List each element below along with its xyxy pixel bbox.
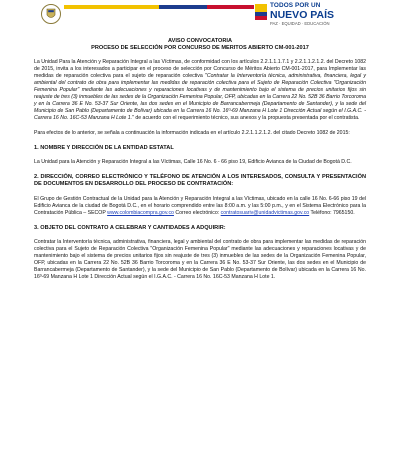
coat-of-arms-icon bbox=[40, 3, 62, 25]
reference-paragraph: Para efectos de lo anterior, se señala a continuación la información indicada en el artículo 2.2.1.1.2.1.2. del citado Decreto 1082 de 2015: bbox=[34, 130, 350, 136]
section-2-heading: 2. DIRECCIÓN, CORREO ELECTRÓNICO Y TELÉFONO DE ATENCIÓN A LOS INTERESADOS, CONSULTA Y PRESENTACIÓN DE DOCUMENTOS EN DESARROLLO DEL PROCESO DE CONTRATACIÓN: bbox=[34, 174, 366, 188]
email-link[interactable]: contratosuariv@unidadvictimas.gov.co bbox=[220, 209, 310, 216]
doc-title: AVISO CONVOCATORIA bbox=[167, 38, 233, 44]
doc-subtitle: PROCESO DE SELECCIÓN POR CONCURSO DE MERITOS ABIERTO CM-001-2017 bbox=[91, 45, 309, 51]
section-1-text: La Unidad para la Atención y Reparación Integral a las Víctimas, Calle 16 No. 6 - 66 piso 19, Edificio Avianca de la Ciudad de Bogotá D.C. bbox=[34, 159, 352, 166]
flag-color-bar bbox=[64, 5, 254, 9]
secop-link[interactable]: www.colombiacompra.gov.co bbox=[107, 209, 174, 216]
intro-paragraph: La Unidad Para la Atención y Reparación Integral a las Víctimas, de conformidad con los artículos 2.2.1.1.1.7.1 y 2.2.1.1.2.1.2. del Decreto 1082 de 2015, invita a los interesados a participar en el proceso de selección por Concurso de Méritos Abierto CM-001-2017, para Implementar las medidas de reparación colectiva para el sujeto de reparación colectiva "Contratar la Interventoría técnica, administrativa, financiera, legal y ambiental del contrato de obra para implementar las medidas de reparación colectiva para el Sujeto de Reparación Colectiva "Organización Femenina Popular" mediante las adecuaciones y reparaciones locativas y de mantenimiento bajo el sistema de precios unitarios fijos sin reajuste de tres (3) inmuebles de las sedes de la Organización Femenina Popular, OFP, ubicadas en la Carrera 22 No. 52B 36 Barrio Torcoroma y en la Carrera 36 E No. 53-37 Sur Oriente, las dos sedes en el Municipio de Barrancabermeja (Departamento de Santander), y la sede del Municipio de San Pablo (Departamento de Bolívar) ubicada en la Carrera 16 No. 16º-69 Manzana H Lote 1 Dirección Actual según el I.G.A.C. - Carrera 16 No. 16C-53 Manzana H Lote 1." de acuerdo con el requerimiento técnico, sus anexos y la propuesta presentada por el contratista. bbox=[34, 59, 366, 121]
section-2-text: El Grupo de Gestión Contractual de la Unidad para la Atención y Reparación Integral a las Víctimas, ubicado en la calle 16 No. 6-66 piso 19 del Edificio Avianca de la ciudad de Bogotá D.C., en el horario comprendido entre las 8:00 a.m. y las 5:00 p.m., y en el Sistema Electrónico para la Contratación Pública – SECOP www.colombiacompra.gov.co Correo electrónico: contratosuariv@unidadvictimas.gov.co Teléfono: 7965150. bbox=[34, 195, 366, 216]
section-1-heading: 1. NOMBRE Y DIRECCIÓN DE LA ENTIDAD ESTATAL bbox=[34, 145, 174, 151]
logo-line-1: TODOS POR UN bbox=[270, 2, 321, 9]
colombia-flag-icon bbox=[255, 4, 267, 20]
logo-line-2: NUEVO PAÍS bbox=[270, 9, 334, 22]
government-logo bbox=[255, 3, 334, 26]
document-body bbox=[34, 38, 366, 281]
section-3-text: Contratar la Interventoría técnica, administrativa, financiera, legal y ambiental del contrato de obra para implementar las medidas de reparación colectiva para el Sujeto de Reparación Colectiva "Organización Femenina Popular" mediante las adecuaciones y reparaciones locativas y de mantenimiento bajo el sistema de precios unitarios fijos sin reajuste de tres (3) inmuebles de las sedes de la Organización Femenina Popular, OFP, ubicadas en la Carrera 22 No. 52B 36 Barrio Torcoroma y en la Carrera 36 E No. 53-37 Sur Oriente, las dos sedes en el Municipio de Barrancabermeja (Departamento de Santander), y la sede del Municipio de San Pablo (Departamento de Bolívar) ubicada en la Carrera 16 No. 16º-69 Manzana H Lote 1 Dirección Actual según el I.G.A.C. - Carrera 16 No. 16C-53 Manzana H Lote 1. bbox=[34, 238, 366, 280]
logo-tagline: PAZ · EQUIDAD · EDUCACIÓN bbox=[270, 20, 330, 26]
section-3-heading: 3. OBJETO DEL CONTRATO A CELEBRAR Y CANTIDADES A ADQUIRIR: bbox=[34, 224, 226, 231]
page-header bbox=[34, 0, 366, 38]
